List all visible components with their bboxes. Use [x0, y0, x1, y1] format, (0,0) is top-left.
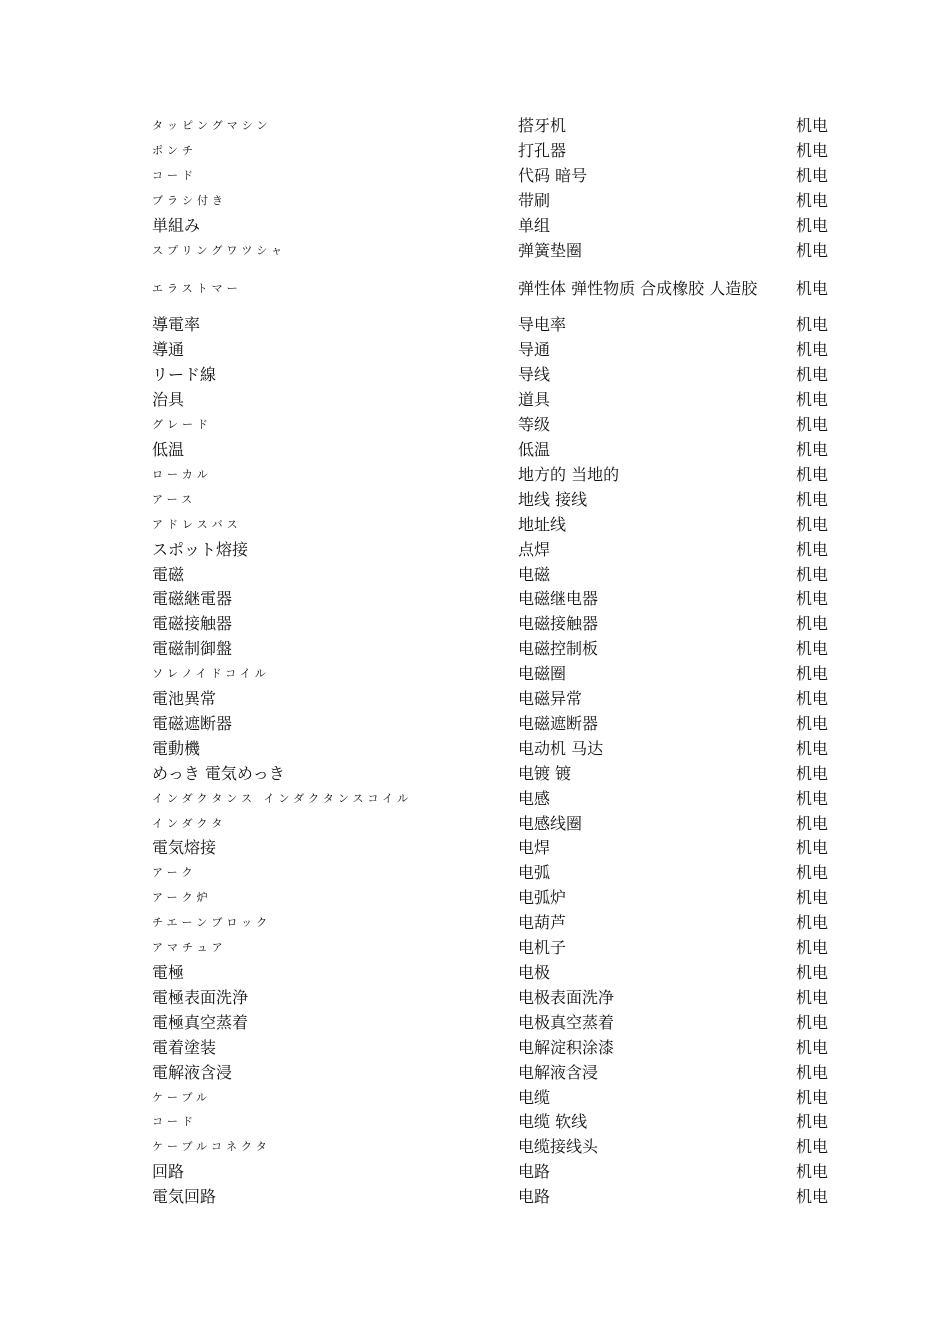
japanese-term: 電着塗装 — [152, 1037, 217, 1057]
table-row — [150, 139, 832, 164]
japanese-term: コード — [152, 168, 197, 182]
chinese-term: 电缆接线头 — [518, 1137, 599, 1157]
japanese-term: ブラシ付き — [152, 193, 227, 207]
table-row — [150, 338, 832, 363]
glossary-body — [150, 114, 832, 1210]
table-row — [150, 513, 832, 538]
chinese-term: 电磁遮断器 — [518, 713, 599, 733]
category: 机电 — [795, 813, 828, 833]
category: 机电 — [795, 788, 828, 808]
category: 机电 — [795, 689, 828, 709]
category: 机电 — [795, 987, 828, 1007]
chinese-term: 弹性体 弹性物质 合成橡胶 人造胶 — [518, 278, 758, 298]
chinese-term: 电磁圈 — [518, 664, 567, 684]
chinese-term: 导电率 — [518, 315, 567, 335]
table-row — [150, 886, 832, 911]
japanese-term: タッピングマシン — [152, 119, 272, 132]
category: 机电 — [795, 390, 828, 410]
table-row — [150, 1086, 832, 1111]
japanese-term: 導通 — [152, 340, 185, 360]
category: 机电 — [795, 938, 828, 958]
category: 机电 — [795, 489, 828, 509]
chinese-term: 代码 暗号 — [518, 165, 588, 185]
category: 机电 — [795, 1137, 828, 1157]
japanese-term: スポット熔接 — [152, 539, 249, 559]
table-row — [150, 563, 832, 588]
japanese-term: ケーブルコネクタ — [152, 1140, 271, 1154]
japanese-term: 電磁継電器 — [152, 589, 233, 609]
japanese-term: アドレスバス — [152, 517, 242, 531]
category: 机电 — [795, 1012, 828, 1032]
chinese-term: 打孔器 — [518, 140, 567, 160]
category: 机电 — [795, 713, 828, 733]
chinese-term: 电缆 — [518, 1087, 551, 1107]
table-row — [150, 413, 832, 438]
table-row — [150, 1135, 832, 1160]
category: 机电 — [795, 116, 828, 135]
japanese-term: 導電率 — [152, 315, 201, 335]
japanese-term: ローカル — [152, 467, 212, 481]
table-row — [150, 812, 832, 837]
category: 机电 — [795, 215, 828, 235]
table-row — [150, 1185, 832, 1210]
category: 机电 — [795, 888, 828, 908]
chinese-term: 电磁接触器 — [518, 614, 599, 634]
japanese-term: グレード — [152, 418, 212, 432]
japanese-term: アース — [152, 492, 197, 506]
category: 机电 — [795, 464, 828, 484]
category: 机电 — [795, 564, 828, 584]
japanese-term: 電動機 — [152, 738, 201, 758]
table-row — [150, 1160, 832, 1185]
category: 机电 — [795, 913, 828, 933]
japanese-term: 電極真空蒸着 — [152, 1012, 249, 1032]
category: 机电 — [795, 190, 828, 210]
chinese-term: 电葫芦 — [518, 913, 567, 933]
japanese-term: インダクタ — [152, 816, 227, 830]
table-row — [150, 363, 832, 388]
japanese-term: 回路 — [152, 1162, 185, 1182]
chinese-term: 搭牙机 — [518, 116, 567, 135]
table-row — [150, 836, 832, 861]
table-row — [150, 787, 832, 812]
category: 机电 — [795, 1037, 828, 1057]
table-row — [150, 762, 832, 787]
category: 机电 — [795, 738, 828, 758]
table-row — [150, 662, 832, 687]
category: 机电 — [795, 963, 828, 982]
category: 机电 — [795, 315, 828, 335]
japanese-term: スプリングワツシャ — [152, 243, 287, 257]
japanese-term: ケーブル — [152, 1090, 212, 1104]
chinese-term: 电极 — [518, 963, 551, 982]
category: 机电 — [795, 165, 828, 185]
japanese-term: 電極表面洗浄 — [152, 987, 249, 1007]
chinese-term: 电感 — [518, 788, 551, 808]
table-row — [150, 961, 832, 986]
category: 机电 — [795, 589, 828, 609]
chinese-term: 电解淀积涂漆 — [518, 1037, 615, 1057]
chinese-term: 道具 — [518, 390, 551, 410]
japanese-term: 低温 — [152, 439, 185, 459]
chinese-term: 电感线圈 — [518, 813, 583, 833]
table-row — [150, 164, 832, 189]
category: 机电 — [795, 240, 828, 260]
table-row — [150, 114, 832, 139]
table-row — [150, 687, 832, 712]
glossary-table — [150, 114, 832, 1210]
japanese-term: めっき 電気めっき — [152, 763, 285, 783]
chinese-term: 电镀 镀 — [518, 763, 572, 783]
category: 机电 — [795, 1112, 828, 1132]
table-row — [150, 936, 832, 961]
category: 机电 — [795, 140, 828, 160]
chinese-term: 点焊 — [518, 539, 551, 559]
category: 机电 — [795, 1187, 828, 1207]
chinese-term: 地线 接线 — [518, 489, 588, 509]
japanese-term: アーク — [152, 866, 197, 880]
japanese-term: コード — [152, 1115, 197, 1129]
japanese-term: 治具 — [152, 390, 185, 410]
category: 机电 — [795, 340, 828, 360]
japanese-term: 電気熔接 — [152, 838, 217, 858]
table-row — [150, 712, 832, 737]
japanese-term: インダクタンス インダクタンスコイル — [152, 791, 413, 805]
chinese-term: 电路 — [518, 1187, 551, 1207]
category: 机电 — [795, 439, 828, 459]
chinese-term: 低温 — [518, 439, 551, 459]
chinese-term: 单组 — [518, 215, 551, 235]
table-row — [150, 239, 832, 264]
category: 机电 — [795, 278, 828, 298]
category: 机电 — [795, 415, 828, 435]
japanese-term: アマチュア — [152, 941, 227, 955]
category: 机电 — [795, 514, 828, 534]
table-row — [150, 189, 832, 214]
table-row — [150, 313, 832, 338]
japanese-term: 電気回路 — [152, 1187, 217, 1207]
table-row — [150, 463, 832, 488]
table-row — [150, 861, 832, 886]
table-row — [150, 488, 832, 513]
table-row — [150, 737, 832, 762]
japanese-term: 電磁制御盤 — [152, 639, 233, 659]
chinese-term: 导通 — [518, 340, 551, 360]
table-row — [150, 1036, 832, 1061]
chinese-term: 带刷 — [518, 190, 551, 210]
category: 机电 — [795, 614, 828, 634]
japanese-term: ソレノイドコイル — [152, 667, 270, 681]
chinese-term: 弹簧垫圈 — [518, 240, 583, 260]
category: 机电 — [795, 1062, 828, 1082]
chinese-term: 电路 — [518, 1162, 551, 1182]
chinese-term: 电磁继电器 — [518, 589, 599, 609]
category: 机电 — [795, 539, 828, 559]
chinese-term: 电磁异常 — [518, 689, 583, 709]
table-row — [150, 214, 832, 239]
chinese-term: 电动机 马达 — [518, 738, 604, 758]
table-row — [150, 587, 832, 612]
japanese-term: 電極 — [152, 963, 185, 982]
chinese-term: 电弧 — [518, 863, 551, 883]
table-row — [150, 612, 832, 637]
category: 机电 — [795, 365, 828, 385]
table-row — [150, 1110, 832, 1135]
chinese-term: 电磁控制板 — [518, 639, 599, 659]
category: 机电 — [795, 1087, 828, 1107]
japanese-term: 電解液含浸 — [152, 1062, 233, 1082]
chinese-term: 等级 — [518, 415, 551, 435]
chinese-term: 地址线 — [518, 514, 567, 534]
chinese-term: 电极真空蒸着 — [518, 1012, 615, 1032]
table-row — [150, 986, 832, 1011]
japanese-term: 電磁 — [152, 564, 185, 584]
japanese-term: 電池異常 — [152, 689, 217, 709]
chinese-term: 电缆 软线 — [518, 1112, 588, 1132]
japanese-term: エラストマー — [152, 281, 242, 295]
japanese-term: 単組み — [152, 215, 201, 235]
japanese-term: ポンチ — [152, 143, 197, 157]
table-row — [150, 637, 832, 662]
table-row — [150, 538, 832, 563]
category: 机电 — [795, 763, 828, 783]
table-row — [150, 388, 832, 413]
category: 机电 — [795, 863, 828, 883]
japanese-term: 電磁遮断器 — [152, 713, 233, 733]
chinese-term: 电解液含浸 — [518, 1062, 599, 1082]
table-row — [150, 911, 832, 936]
japanese-term: リード線 — [152, 365, 217, 385]
chinese-term: 电机子 — [518, 938, 567, 958]
chinese-term: 电磁 — [518, 564, 551, 584]
chinese-term: 地方的 当地的 — [518, 464, 620, 484]
japanese-term: チエーンブロック — [152, 916, 272, 930]
chinese-term: 电焊 — [518, 838, 551, 858]
chinese-term: 电弧炉 — [518, 888, 567, 908]
category: 机电 — [795, 664, 828, 684]
japanese-term: アーク炉 — [152, 891, 212, 905]
chinese-term: 电极表面洗净 — [518, 987, 615, 1007]
chinese-term: 导线 — [518, 365, 551, 385]
table-row — [150, 1011, 832, 1036]
category: 机电 — [795, 639, 828, 659]
category: 机电 — [795, 838, 828, 858]
table-row — [150, 1061, 832, 1086]
japanese-term: 電磁接触器 — [152, 614, 233, 634]
table-row — [150, 263, 832, 313]
category: 机电 — [795, 1162, 828, 1182]
table-row — [150, 438, 832, 463]
